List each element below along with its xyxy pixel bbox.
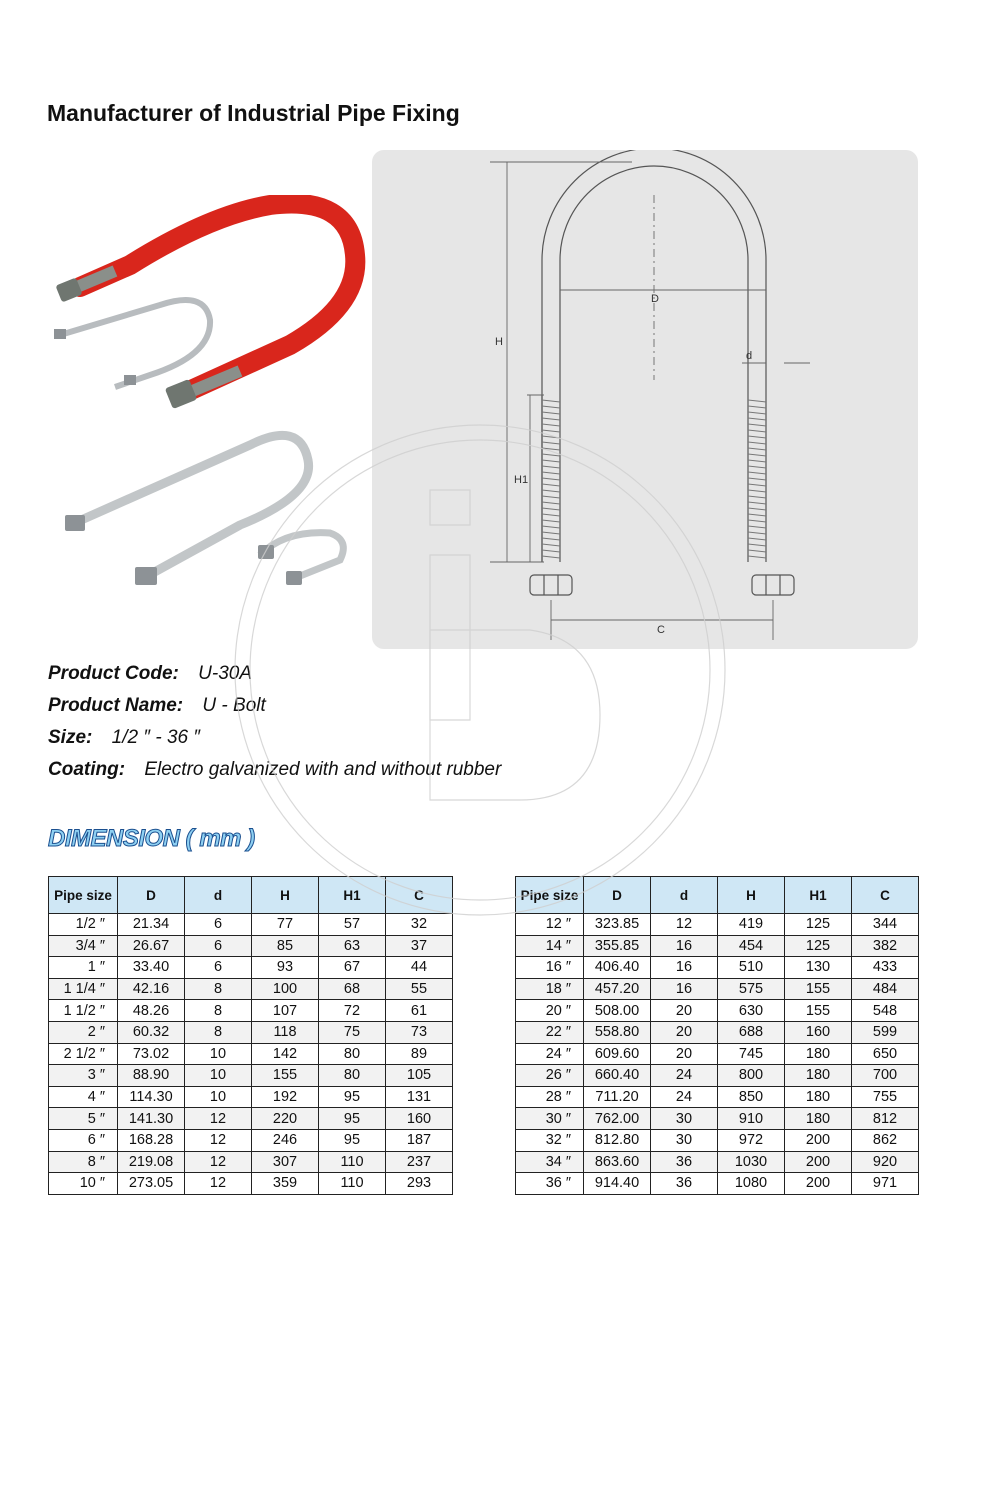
table-cell: 800 <box>718 1065 785 1087</box>
coating-row <box>48 754 501 786</box>
table-row <box>516 1000 919 1022</box>
table-cell: 36 <box>651 1173 718 1195</box>
table-cell: 131 <box>386 1086 453 1108</box>
product-name-value: U - Bolt <box>202 695 266 716</box>
table-cell: 44 <box>386 957 453 979</box>
table-cell: 67 <box>319 957 386 979</box>
table-cell: 382 <box>852 935 919 957</box>
table-cell: 812.80 <box>584 1129 651 1151</box>
pipe-size-cell: 28 ″ <box>516 1086 584 1108</box>
table-cell: 114.30 <box>118 1086 185 1108</box>
table-cell: 168.28 <box>118 1129 185 1151</box>
u-bolt-drawing <box>372 150 918 649</box>
table-cell: 660.40 <box>584 1065 651 1087</box>
table-cell: 125 <box>785 935 852 957</box>
page-title: Manufacturer of Industrial Pipe Fixing <box>47 100 460 126</box>
pipe-size-cell: 22 ″ <box>516 1021 584 1043</box>
table-cell: 155 <box>785 978 852 1000</box>
table-cell: 88.90 <box>118 1065 185 1087</box>
table-row <box>516 1173 919 1195</box>
table-row <box>516 957 919 979</box>
table-cell: 95 <box>319 1108 386 1130</box>
table-header-row <box>516 877 919 914</box>
product-code-label: Product Code: <box>48 663 179 684</box>
table-cell: 155 <box>785 1000 852 1022</box>
table-cell: 273.05 <box>118 1173 185 1195</box>
table-row <box>516 1065 919 1087</box>
table-cell: 32 <box>386 914 453 936</box>
table-cell: 60.32 <box>118 1021 185 1043</box>
pipe-size-cell: 4 ″ <box>49 1086 118 1108</box>
table-cell: 454 <box>718 935 785 957</box>
table-row <box>49 1000 453 1022</box>
pipe-size-cell: 1 ″ <box>49 957 118 979</box>
column-header: Pipe size <box>49 877 118 914</box>
product-info <box>48 658 501 786</box>
table-cell: 118 <box>252 1021 319 1043</box>
table-cell: 55 <box>386 978 453 1000</box>
table-cell: 110 <box>319 1173 386 1195</box>
table-cell: 95 <box>319 1129 386 1151</box>
column-header: H <box>718 877 785 914</box>
table-row <box>49 914 453 936</box>
table-cell: 10 <box>185 1086 252 1108</box>
table-cell: 293 <box>386 1173 453 1195</box>
table-cell: 246 <box>252 1129 319 1151</box>
table-cell: 609.60 <box>584 1043 651 1065</box>
table-cell: 142 <box>252 1043 319 1065</box>
table-row <box>49 935 453 957</box>
table-cell: 68 <box>319 978 386 1000</box>
table-cell: 16 <box>651 978 718 1000</box>
table-cell: 20 <box>651 1021 718 1043</box>
table-row <box>516 1151 919 1173</box>
table-cell: 862 <box>852 1129 919 1151</box>
table-cell: 1080 <box>718 1173 785 1195</box>
pipe-size-cell: 6 ″ <box>49 1129 118 1151</box>
pipe-size-cell: 3 ″ <box>49 1065 118 1087</box>
size-label: Size: <box>48 727 93 748</box>
column-header: C <box>852 877 919 914</box>
table-cell: 8 <box>185 1000 252 1022</box>
table-cell: 30 <box>651 1129 718 1151</box>
table-cell: 63 <box>319 935 386 957</box>
table-cell: 155 <box>252 1065 319 1087</box>
table-cell: 219.08 <box>118 1151 185 1173</box>
pipe-size-cell: 16 ″ <box>516 957 584 979</box>
table-cell: 688 <box>718 1021 785 1043</box>
table-cell: 93 <box>252 957 319 979</box>
table-cell: 433 <box>852 957 919 979</box>
table-row <box>516 1086 919 1108</box>
pipe-size-cell: 30 ″ <box>516 1108 584 1130</box>
table-cell: 12 <box>651 914 718 936</box>
table-cell: 20 <box>651 1000 718 1022</box>
product-photo <box>40 195 370 615</box>
size-row <box>48 722 501 754</box>
pipe-size-cell: 10 ″ <box>49 1173 118 1195</box>
table-cell: 599 <box>852 1021 919 1043</box>
table-row <box>516 914 919 936</box>
table-cell: 85 <box>252 935 319 957</box>
product-code-value: U-30A <box>198 663 253 684</box>
table-row <box>49 1065 453 1087</box>
column-header: d <box>185 877 252 914</box>
table-cell: 700 <box>852 1065 919 1087</box>
table-cell: 95 <box>319 1086 386 1108</box>
column-header: C <box>386 877 453 914</box>
table-cell: 200 <box>785 1129 852 1151</box>
table-cell: 130 <box>785 957 852 979</box>
table-row <box>516 935 919 957</box>
table-cell: 37 <box>386 935 453 957</box>
table-cell: 863.60 <box>584 1151 651 1173</box>
table-row <box>516 1043 919 1065</box>
table-row <box>49 1021 453 1043</box>
table-cell: 8 <box>185 1021 252 1043</box>
table-cell: 16 <box>651 935 718 957</box>
table-row <box>49 1108 453 1130</box>
table-cell: 8 <box>185 978 252 1000</box>
table-cell: 200 <box>785 1151 852 1173</box>
column-header: H1 <box>319 877 386 914</box>
table-cell: 12 <box>185 1151 252 1173</box>
table-cell: 180 <box>785 1108 852 1130</box>
table-cell: 48.26 <box>118 1000 185 1022</box>
table-cell: 73.02 <box>118 1043 185 1065</box>
table-cell: 80 <box>319 1065 386 1087</box>
table-cell: 650 <box>852 1043 919 1065</box>
column-header: D <box>118 877 185 914</box>
pipe-size-cell: 1/2 ″ <box>49 914 118 936</box>
table-row <box>49 1129 453 1151</box>
table-cell: 36 <box>651 1151 718 1173</box>
table-cell: 57 <box>319 914 386 936</box>
table-cell: 971 <box>852 1173 919 1195</box>
table-cell: 160 <box>785 1021 852 1043</box>
table-cell: 61 <box>386 1000 453 1022</box>
table-cell: 508.00 <box>584 1000 651 1022</box>
coating-label: Coating: <box>48 759 126 780</box>
dimension-title: DIMENSION ( mm ) <box>48 825 255 852</box>
table-cell: 307 <box>252 1151 319 1173</box>
table-cell: 237 <box>386 1151 453 1173</box>
table-cell: 100 <box>252 978 319 1000</box>
table-cell: 6 <box>185 957 252 979</box>
table-cell: 33.40 <box>118 957 185 979</box>
pipe-size-cell: 5 ″ <box>49 1108 118 1130</box>
size-value: 1/2 ″ - 36 ″ <box>111 727 201 748</box>
table-cell: 711.20 <box>584 1086 651 1108</box>
table-row <box>49 1086 453 1108</box>
table-cell: 200 <box>785 1173 852 1195</box>
table-row <box>49 1043 453 1065</box>
table-cell: 12 <box>185 1173 252 1195</box>
table-cell: 406.40 <box>584 957 651 979</box>
table-cell: 12 <box>185 1129 252 1151</box>
table-cell: 812 <box>852 1108 919 1130</box>
table-cell: 6 <box>185 914 252 936</box>
table-cell: 30 <box>651 1108 718 1130</box>
table-cell: 105 <box>386 1065 453 1087</box>
table-cell: 850 <box>718 1086 785 1108</box>
pipe-size-cell: 36 ″ <box>516 1173 584 1195</box>
table-cell: 107 <box>252 1000 319 1022</box>
table-cell: 914.40 <box>584 1173 651 1195</box>
table-row <box>49 1151 453 1173</box>
label-H1: H1 <box>514 474 529 486</box>
table-cell: 359 <box>252 1173 319 1195</box>
table-cell: 26.67 <box>118 935 185 957</box>
pipe-size-cell: 18 ″ <box>516 978 584 1000</box>
table-row <box>516 1129 919 1151</box>
table-cell: 484 <box>852 978 919 1000</box>
pipe-size-cell: 2 ″ <box>49 1021 118 1043</box>
table-cell: 972 <box>718 1129 785 1151</box>
table-cell: 10 <box>185 1043 252 1065</box>
table-cell: 10 <box>185 1065 252 1087</box>
table-cell: 72 <box>319 1000 386 1022</box>
table-cell: 192 <box>252 1086 319 1108</box>
pipe-size-cell: 8 ″ <box>49 1151 118 1173</box>
table-cell: 419 <box>718 914 785 936</box>
pipe-size-cell: 2 1/2 ″ <box>49 1043 118 1065</box>
table-cell: 20 <box>651 1043 718 1065</box>
table-row <box>516 978 919 1000</box>
table-cell: 73 <box>386 1021 453 1043</box>
table-cell: 457.20 <box>584 978 651 1000</box>
table-row <box>516 1021 919 1043</box>
column-header: H <box>252 877 319 914</box>
table-cell: 510 <box>718 957 785 979</box>
label-H: H <box>495 336 503 348</box>
table-cell: 16 <box>651 957 718 979</box>
label-C: C <box>657 624 665 636</box>
table-cell: 355.85 <box>584 935 651 957</box>
table-row <box>49 1173 453 1195</box>
table-cell: 24 <box>651 1065 718 1087</box>
table-cell: 125 <box>785 914 852 936</box>
table-cell: 920 <box>852 1151 919 1173</box>
pipe-size-cell: 3/4 ″ <box>49 935 118 957</box>
coating-value: Electro galvanized with and without rubber <box>144 759 502 780</box>
table-cell: 762.00 <box>584 1108 651 1130</box>
product-name-label: Product Name: <box>48 695 184 716</box>
table-cell: 141.30 <box>118 1108 185 1130</box>
technical-diagram <box>372 150 918 649</box>
table-cell: 89 <box>386 1043 453 1065</box>
table-cell: 755 <box>852 1086 919 1108</box>
pipe-size-cell: 20 ″ <box>516 1000 584 1022</box>
table-cell: 344 <box>852 914 919 936</box>
table-row <box>516 1108 919 1130</box>
pipe-size-cell: 1 1/2 ″ <box>49 1000 118 1022</box>
table-cell: 220 <box>252 1108 319 1130</box>
pipe-size-cell: 34 ″ <box>516 1151 584 1173</box>
table-cell: 323.85 <box>584 914 651 936</box>
product-code-row <box>48 658 501 690</box>
pipe-size-cell: 14 ″ <box>516 935 584 957</box>
label-D: D <box>651 293 659 305</box>
table-cell: 1030 <box>718 1151 785 1173</box>
table-cell: 12 <box>185 1108 252 1130</box>
column-header: Pipe size <box>516 877 584 914</box>
label-d: d <box>746 350 753 362</box>
product-name-row <box>48 690 501 722</box>
table-cell: 548 <box>852 1000 919 1022</box>
table-cell: 6 <box>185 935 252 957</box>
pipe-size-cell: 12 ″ <box>516 914 584 936</box>
pipe-size-cell: 26 ″ <box>516 1065 584 1087</box>
table-cell: 630 <box>718 1000 785 1022</box>
table-cell: 180 <box>785 1065 852 1087</box>
table-cell: 575 <box>718 978 785 1000</box>
pipe-size-cell: 24 ″ <box>516 1043 584 1065</box>
table-header-row <box>49 877 453 914</box>
table-cell: 80 <box>319 1043 386 1065</box>
column-header: d <box>651 877 718 914</box>
table-cell: 558.80 <box>584 1021 651 1043</box>
table-row <box>49 978 453 1000</box>
table-cell: 77 <box>252 914 319 936</box>
pipe-size-cell: 1 1/4 ″ <box>49 978 118 1000</box>
dimension-table-left <box>48 876 453 1195</box>
table-cell: 180 <box>785 1086 852 1108</box>
table-cell: 75 <box>319 1021 386 1043</box>
table-cell: 187 <box>386 1129 453 1151</box>
table-cell: 745 <box>718 1043 785 1065</box>
table-cell: 160 <box>386 1108 453 1130</box>
pipe-size-cell: 32 ″ <box>516 1129 584 1151</box>
table-cell: 110 <box>319 1151 386 1173</box>
table-cell: 180 <box>785 1043 852 1065</box>
table-cell: 21.34 <box>118 914 185 936</box>
column-header: H1 <box>785 877 852 914</box>
table-cell: 24 <box>651 1086 718 1108</box>
table-cell: 910 <box>718 1108 785 1130</box>
dimension-table-right <box>515 876 919 1195</box>
table-row <box>49 957 453 979</box>
table-cell: 42.16 <box>118 978 185 1000</box>
column-header: D <box>584 877 651 914</box>
